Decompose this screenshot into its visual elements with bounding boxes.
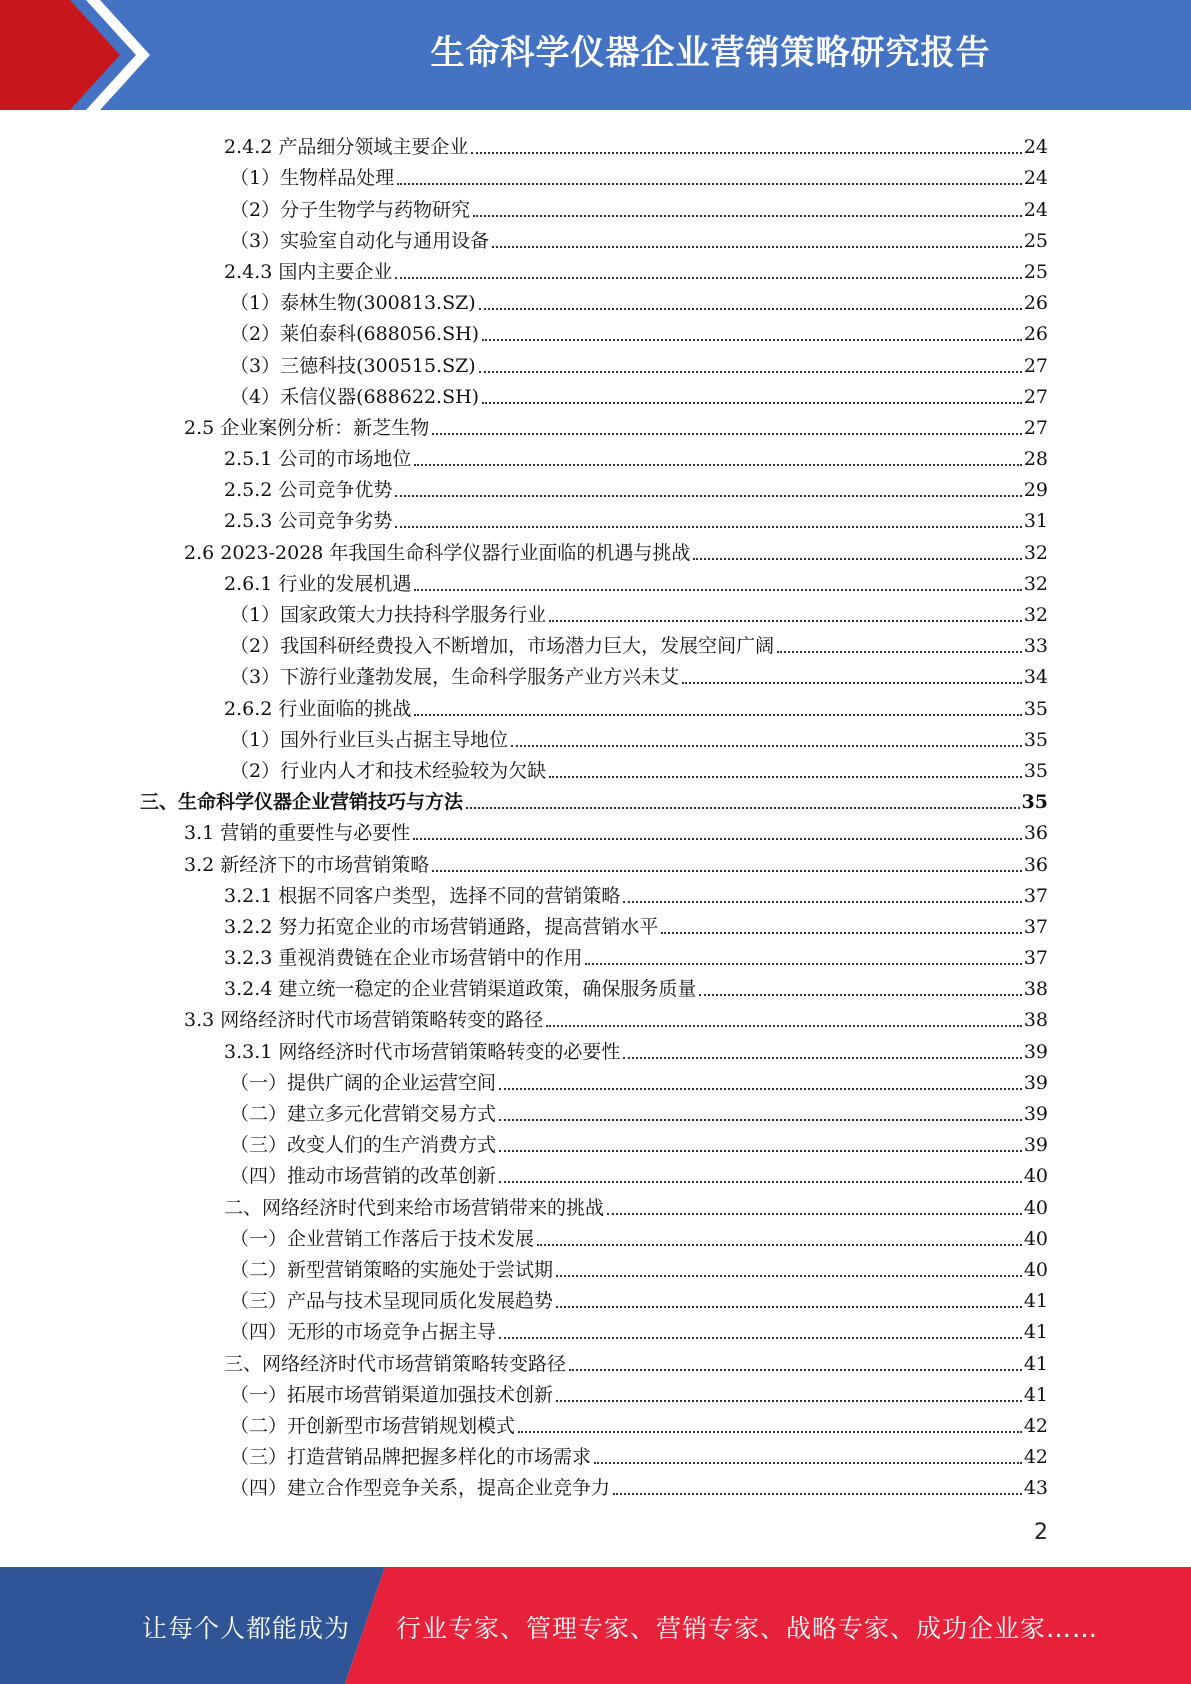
toc-entry-page: 41 xyxy=(1023,1352,1048,1375)
toc-entry[interactable] xyxy=(140,595,1048,626)
toc-entry-page: 27 xyxy=(1023,354,1048,377)
toc-dot-leader xyxy=(699,994,1021,996)
toc-entry[interactable] xyxy=(140,688,1048,719)
toc-entry[interactable] xyxy=(140,657,1048,688)
toc-entry-page: 36 xyxy=(1023,822,1048,845)
toc-entry-page: 38 xyxy=(1023,978,1048,1001)
toc-entry-title: 3.2 新经济下的市场营销策略 xyxy=(184,853,430,876)
toc-entry-title: （1）泰林生物(300813.SZ) xyxy=(230,292,476,315)
document-title: 生命科学仪器企业营销策略研究报告 xyxy=(430,33,991,73)
toc-entry-title: （三）改变人们的生产消费方式 xyxy=(230,1134,497,1157)
toc-dot-leader xyxy=(499,1119,1022,1121)
toc-dot-leader xyxy=(471,152,1021,154)
toc-dot-leader xyxy=(479,308,1022,310)
toc-entry-title: （四）推动市场营销的改革创新 xyxy=(230,1165,497,1188)
toc-dot-leader xyxy=(537,1244,1022,1246)
toc-entry-page: 35 xyxy=(1021,791,1048,814)
toc-dot-leader xyxy=(613,1493,1022,1495)
toc-dot-leader xyxy=(432,870,1022,872)
toc-dot-leader xyxy=(413,838,1022,840)
toc-entry[interactable] xyxy=(140,314,1048,345)
toc-entry[interactable] xyxy=(140,1250,1048,1281)
toc-entry-page: 39 xyxy=(1023,1071,1048,1094)
toc-entry-page: 35 xyxy=(1023,759,1048,782)
toc-entry[interactable] xyxy=(140,1187,1048,1218)
toc-entry-title: （三）打造营销品牌把握多样化的市场需求 xyxy=(230,1446,592,1469)
toc-entry-title: 2.5.1 公司的市场地位 xyxy=(224,448,412,471)
footer-slogan-left: 让每个人都能成为 xyxy=(142,1614,351,1643)
page-footer xyxy=(0,1567,1191,1684)
toc-entry-page: 37 xyxy=(1023,915,1048,938)
toc-entry[interactable] xyxy=(140,813,1048,844)
toc-entry-title: 3.2.2 努力拓宽企业的市场营销通路，提高营销水平 xyxy=(224,915,659,938)
toc-entry-title: 3.2.4 建立统一稳定的企业营销渠道政策，确保服务质量 xyxy=(224,978,697,1001)
toc-entry-title: 2.5 企业案例分析：新芝生物 xyxy=(184,416,430,439)
toc-dot-leader xyxy=(482,339,1022,341)
toc-entry-page: 37 xyxy=(1023,947,1048,970)
toc-dot-leader xyxy=(473,215,1022,217)
toc-entry[interactable] xyxy=(140,626,1048,657)
table-of-contents xyxy=(140,127,1048,1499)
toc-entry[interactable] xyxy=(140,408,1048,439)
toc-entry-title: （1）国外行业巨头占据主导地位 xyxy=(230,728,509,751)
toc-entry[interactable] xyxy=(140,377,1048,408)
toc-dot-leader xyxy=(479,371,1022,373)
toc-dot-leader xyxy=(556,1275,1022,1277)
toc-entry-title: （1）国家政策大力扶持科学服务行业 xyxy=(230,604,547,626)
toc-entry-title: （一）提供广阔的企业运营空间 xyxy=(230,1071,497,1094)
toc-dot-leader xyxy=(397,183,1022,185)
toc-entry[interactable] xyxy=(140,876,1048,907)
toc-entry-title: （2）分子生物学与药物研究 xyxy=(230,198,471,221)
toc-dot-leader xyxy=(777,651,1022,653)
toc-entry-page: 42 xyxy=(1023,1446,1048,1469)
toc-dot-leader xyxy=(594,1462,1022,1464)
toc-dot-leader xyxy=(395,526,1021,528)
toc-dot-leader xyxy=(546,1025,1022,1027)
toc-entry[interactable] xyxy=(140,1281,1048,1312)
toc-entry-title: 三、网络经济时代市场营销策略转变路径 xyxy=(224,1352,567,1375)
page-header xyxy=(0,0,1191,110)
toc-entry[interactable] xyxy=(140,751,1048,782)
toc-entry-page: 39 xyxy=(1023,1103,1048,1125)
toc-entry-title: （一）拓展市场营销渠道加强技术创新 xyxy=(230,1383,554,1406)
toc-entry-page: 32 xyxy=(1023,541,1048,564)
toc-dot-leader xyxy=(395,277,1021,279)
toc-entry[interactable] xyxy=(140,470,1048,501)
toc-entry-page: 40 xyxy=(1023,1165,1048,1188)
toc-entry-title: （3）实验室自动化与通用设备 xyxy=(230,229,490,252)
toc-entry[interactable] xyxy=(140,1125,1048,1156)
toc-entry-page: 41 xyxy=(1023,1290,1048,1313)
toc-entry-title: 2.4.2 产品细分领域主要企业 xyxy=(224,136,469,159)
toc-entry[interactable] xyxy=(140,1406,1048,1437)
toc-entry[interactable] xyxy=(140,252,1048,283)
toc-entry-title: （4）禾信仪器(688622.SH) xyxy=(230,385,480,408)
toc-entry[interactable] xyxy=(140,127,1048,158)
toc-entry-page: 29 xyxy=(1023,479,1048,502)
toc-entry[interactable] xyxy=(140,938,1048,969)
toc-entry-page: 38 xyxy=(1023,1009,1048,1032)
toc-entry-title: 2.6.2 行业面临的挑战 xyxy=(224,697,412,720)
toc-entry[interactable] xyxy=(140,1094,1048,1125)
toc-entry-title: 2.4.3 国内主要企业 xyxy=(224,260,393,283)
toc-entry-title: 2.5.2 公司竞争优势 xyxy=(224,479,393,502)
toc-entry-page: 27 xyxy=(1023,385,1048,408)
toc-entry-page: 27 xyxy=(1023,416,1048,439)
toc-entry-page: 39 xyxy=(1023,1134,1048,1157)
toc-entry-page: 25 xyxy=(1023,229,1048,252)
toc-dot-leader xyxy=(499,1150,1022,1152)
toc-entry[interactable] xyxy=(140,1156,1048,1187)
toc-dot-leader xyxy=(693,558,1021,560)
toc-entry[interactable] xyxy=(140,782,1048,813)
toc-entry-page: 36 xyxy=(1023,853,1048,876)
toc-dot-leader xyxy=(482,402,1022,404)
toc-entry-page: 28 xyxy=(1023,448,1048,471)
toc-dot-leader xyxy=(414,589,1021,591)
toc-dot-leader xyxy=(585,963,1021,965)
toc-entry-title: （一）企业营销工作落后于技术发展 xyxy=(230,1227,535,1250)
header-arrow-icon xyxy=(0,0,160,110)
toc-entry[interactable] xyxy=(140,564,1048,595)
toc-entry[interactable] xyxy=(140,1312,1048,1343)
toc-entry[interactable] xyxy=(140,1375,1048,1406)
toc-dot-leader xyxy=(556,1400,1022,1402)
toc-entry[interactable] xyxy=(140,221,1048,252)
toc-dot-leader xyxy=(499,1337,1022,1339)
toc-dot-leader xyxy=(492,246,1022,248)
toc-entry-page: 39 xyxy=(1023,1040,1048,1063)
toc-dot-leader xyxy=(466,807,1020,809)
toc-entry[interactable] xyxy=(140,969,1048,1000)
toc-entry-title: 二、网络经济时代到来给市场营销带来的挑战 xyxy=(224,1196,605,1219)
toc-entry-title: 3.3 网络经济时代市场营销策略转变的路径 xyxy=(184,1009,544,1032)
toc-entry-page: 41 xyxy=(1023,1321,1048,1344)
toc-dot-leader xyxy=(414,464,1021,466)
toc-entry-title: 2.6.1 行业的发展机遇 xyxy=(224,572,412,595)
toc-entry-page: 42 xyxy=(1023,1414,1048,1437)
toc-dot-leader xyxy=(569,1369,1022,1371)
toc-dot-leader xyxy=(414,714,1021,716)
toc-entry-title: （四）无形的市场竞争占据主导 xyxy=(230,1321,497,1344)
toc-entry-page: 41 xyxy=(1023,1383,1048,1406)
toc-entry-title: 3.3.1 网络经济时代市场营销策略转变的必要性 xyxy=(224,1040,621,1063)
toc-entry-title: （1）生物样品处理 xyxy=(230,167,395,190)
toc-entry-page: 35 xyxy=(1023,697,1048,720)
toc-dot-leader xyxy=(549,776,1022,778)
toc-dot-leader xyxy=(607,1213,1022,1215)
toc-entry-page: 32 xyxy=(1023,604,1048,626)
toc-entry-title: （二）开创新型市场营销规划模式 xyxy=(230,1414,516,1437)
toc-dot-leader xyxy=(518,1431,1022,1433)
toc-entry[interactable] xyxy=(140,844,1048,875)
toc-entry[interactable] xyxy=(140,345,1048,376)
toc-entry[interactable] xyxy=(140,1219,1048,1250)
toc-entry-page: 25 xyxy=(1023,260,1048,283)
toc-dot-leader xyxy=(511,745,1022,747)
toc-entry-page: 35 xyxy=(1023,728,1048,751)
toc-entry[interactable] xyxy=(140,1063,1048,1094)
toc-entry-page: 34 xyxy=(1023,666,1048,689)
toc-entry-page: 33 xyxy=(1023,635,1048,658)
toc-entry-page: 26 xyxy=(1023,323,1048,346)
toc-entry[interactable] xyxy=(140,189,1048,220)
toc-entry-title: 2.6 2023-2028 年我国生命科学仪器行业面临的机遇与挑战 xyxy=(184,541,691,564)
toc-entry-title: （2）莱伯泰科(688056.SH) xyxy=(230,323,480,346)
toc-entry[interactable] xyxy=(140,1437,1048,1468)
toc-dot-leader xyxy=(549,620,1022,622)
toc-entry-page: 24 xyxy=(1023,136,1048,159)
toc-entry[interactable] xyxy=(140,1468,1048,1499)
toc-entry-title: （二）新型营销策略的实施处于尝试期 xyxy=(230,1258,554,1281)
toc-entry[interactable] xyxy=(140,1031,1048,1062)
toc-entry[interactable] xyxy=(140,532,1048,563)
toc-dot-leader xyxy=(395,495,1021,497)
toc-entry[interactable] xyxy=(140,501,1048,532)
toc-entry-page: 37 xyxy=(1023,884,1048,907)
toc-entry-title: 3.2.1 根据不同客户类型，选择不同的营销策略 xyxy=(224,884,621,907)
toc-entry-title: （2）我国科研经费投入不断增加，市场潜力巨大，发展空间广阔 xyxy=(230,635,775,658)
toc-dot-leader xyxy=(623,1057,1021,1059)
toc-entry-page: 40 xyxy=(1023,1227,1048,1250)
toc-entry-page: 26 xyxy=(1023,292,1048,315)
toc-entry[interactable] xyxy=(140,283,1048,314)
toc-entry-title: 3.2.3 重视消费链在企业市场营销中的作用 xyxy=(224,947,583,970)
toc-entry-title: 2.5.3 公司竞争劣势 xyxy=(224,510,393,533)
toc-entry-page: 24 xyxy=(1023,167,1048,190)
toc-entry-page: 40 xyxy=(1023,1258,1048,1281)
toc-entry-title: （3）下游行业蓬勃发展，生命科学服务产业方兴未艾 xyxy=(230,666,680,689)
toc-entry-page: 31 xyxy=(1023,510,1048,533)
toc-entry-title: （3）三德科技(300515.SZ) xyxy=(230,354,476,377)
toc-entry[interactable] xyxy=(140,1343,1048,1374)
toc-dot-leader xyxy=(682,682,1022,684)
toc-entry-page: 40 xyxy=(1023,1196,1048,1219)
toc-entry[interactable] xyxy=(140,439,1048,470)
toc-entry-title: 三、生命科学仪器企业营销技巧与方法 xyxy=(140,791,464,814)
toc-entry[interactable] xyxy=(140,158,1048,189)
toc-entry-title: 3.1 营销的重要性与必要性 xyxy=(184,822,411,845)
toc-dot-leader xyxy=(432,433,1022,435)
toc-dot-leader xyxy=(499,1088,1022,1090)
toc-dot-leader xyxy=(661,932,1021,934)
toc-entry-title: （三）产品与技术呈现同质化发展趋势 xyxy=(230,1290,554,1313)
toc-entry-title: （四）建立合作型竞争关系，提高企业竞争力 xyxy=(230,1477,611,1500)
toc-entry[interactable] xyxy=(140,720,1048,751)
toc-entry-title: （2）行业内人才和技术经验较为欠缺 xyxy=(230,759,547,782)
page-number: 2 xyxy=(1034,1520,1048,1545)
toc-dot-leader xyxy=(499,1181,1022,1183)
toc-entry[interactable] xyxy=(140,907,1048,938)
toc-entry[interactable] xyxy=(140,1000,1048,1031)
toc-dot-leader xyxy=(556,1306,1022,1308)
toc-entry-page: 32 xyxy=(1023,572,1048,595)
footer-slogan-right: 行业专家、管理专家、营销专家、战略专家、成功企业家…… xyxy=(396,1614,1099,1643)
toc-entry-page: 24 xyxy=(1023,198,1048,221)
toc-dot-leader xyxy=(623,901,1021,903)
toc-entry-title: （二）建立多元化营销交易方式 xyxy=(230,1103,497,1125)
toc-entry-page: 43 xyxy=(1023,1477,1048,1500)
